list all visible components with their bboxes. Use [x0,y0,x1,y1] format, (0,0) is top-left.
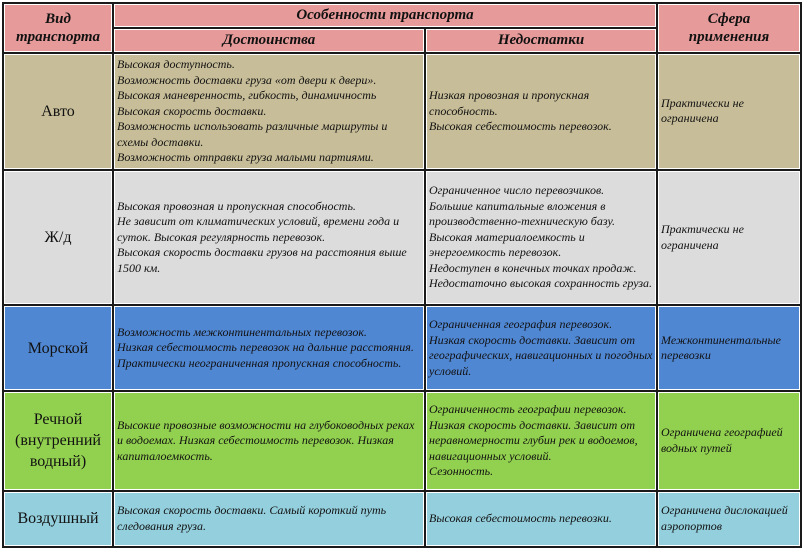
disadvantages-river [426,392,656,490]
cell-text: Ограниченность географии перевозок. Низкая скорость доставки. Зависит от неравномерности глубин рек и водоемов, навигационных условий. Сезонность. [429,402,638,479]
scope-rail: Практически не ограничена [658,171,800,304]
scope-sea: Межконтинентальные перевозки [658,306,800,389]
transport-name-auto [4,54,112,169]
advantages-air [114,492,424,546]
cell-text: Высокая доступность. Возможность доставки груза «от двери к двери». Высокая маневренность, гибкость, динамичность Высокая скорость доставки. Возможность использовать различные маршруты и схемы доставки. Возможность отправки груза малыми партиями. [117,57,388,165]
row-air [4,492,800,546]
cell-text: Возможность межконтинентальных перевозок. Низкая себестоимость перевозок на дальние расстояния. Практически неограниченная пропускная способность. [117,324,414,370]
header-row [4,4,800,27]
transport-name-river-line2: (внутренний [15,432,101,450]
transport-comparison-table [2,2,802,548]
cell-text: Ограниченная география перевозок. Низкая скорость доставки. Зависит от географических, навигационных и погодных условий. [429,317,653,378]
header-disadvantages: Недостатки [426,29,656,52]
transport-name-river-line1: Речной [33,411,83,429]
transport-name-river [4,392,112,490]
cell-text: Высокая себестоимость перевозки. [429,511,612,526]
transport-name-sea [4,306,112,389]
row-auto [4,54,800,169]
header-scope [658,4,800,52]
cell-text: Высокие провозные возможности на глубоководных реках и водоемах. Низкая себестоимость перевозок. Низкая капиталоемкость. [117,417,415,463]
transport-name-air [4,492,112,546]
advantages-rail [114,171,424,304]
header-transport-type-line1: Вид [45,10,71,27]
disadvantages-air [426,492,656,546]
disadvantages-rail [426,171,656,304]
header-scope-line1: Сфера [707,10,751,27]
transport-name-sea-line: Морской [27,339,89,357]
disadvantages-sea [426,306,656,389]
advantages-auto [114,54,424,169]
transport-name-rail [4,171,112,304]
transport-name-auto-line: Авто [41,102,75,120]
header-transport-type-line2: транспорта [16,28,100,45]
transport-name-air-line: Воздушный [17,510,99,528]
cell-text: Ограниченное число перевозчиков. Большие капитальные вложения в производственно-техническую базу. Высокая материалоемкость и энергоемкость перевозок. Недоступен в конечных точках продаж. Недостаточно высокая сохранность груза. [429,183,653,291]
scope-auto: Практически не ограничена [658,54,800,169]
row-rail [4,171,800,304]
header-features: Особенности транспорта [114,4,656,27]
advantages-sea [114,306,424,389]
cell-text: Высокая скорость доставки. Самый короткий путь следования груза. [117,503,387,533]
header-scope-line2: применения [688,28,770,45]
advantages-river [114,392,424,490]
row-river [4,392,800,490]
header-transport-type [4,4,112,52]
scope-river: Ограничена географией водных путей [658,392,800,490]
cell-text: Низкая провозная и пропускная способность. Высокая себестоимость перевозок. [429,88,612,134]
header-advantages: Достоинства [114,29,424,52]
transport-name-rail-line: Ж/д [44,229,72,247]
cell-text: Высокая провозная и пропускная способность. Не зависит от климатических условий, времени года и суток. Высокая регулярность перевозок. Высокая скорость доставки грузов на расстояния выше 1500 км. [117,198,407,275]
transport-name-river-line3: водный) [29,453,87,471]
row-sea [4,306,800,389]
disadvantages-auto [426,54,656,169]
scope-air: Ограничена дислокацией аэропортов [658,492,800,546]
